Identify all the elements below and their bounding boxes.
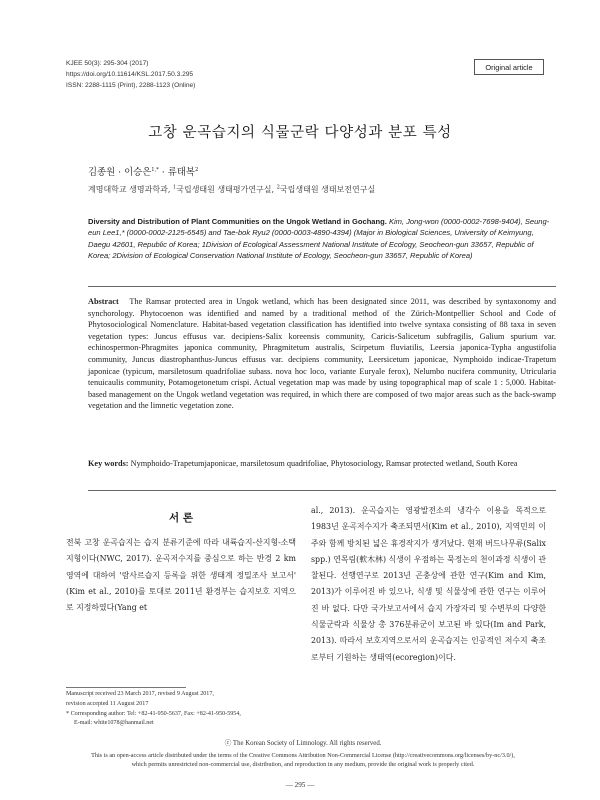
footnote-line-4: E-mail: white1078@hanmail.net [74,720,154,727]
intro-right-column: al., 2013). 운곡습지는 영광발전소의 냉각수 이용을 목적으로 1983년 운곡저수지가 축조되면서(Kim et al., 2010), 지역민의 이주와 함께 방치된 넓은 휴경작지가 생겨났다. 현재 버드나무류(Salix spp.) 연목림(軟木林) 식생이 우점하는 묵정논의 천이과정 식생이 관찰된다. 선행연구로 2013년 곤충상에 관한 연구(Kim and Kim, 2013)가 이루어진 바 있으나, 식생 및 식물상에 관한 연구는 이루어진 바 없다. 다만 국가보고서에서 습지 가장자리 및 수변부의 다양한 식물군락과 식물상 총 376분류군이 보고된 바 있다(Im and Park, 2013). 따라서 보호지역으로서의 운곡습지는 인공적인 저수지 축조로부터 기원하는 생태역(ecoregion)이다. [311,506,546,662]
author-sup-1: 1,* [151,166,159,173]
copyright: ⓒ The Korean Society of Limnology. All rights reserved. [224,740,382,747]
english-title: Diversity and Distribution of Plant Communities on the Ungok Wetland in Gochang. [88,217,387,226]
abstract-top-rule [88,286,556,287]
footnote-line-2: revision accepted 11 August 2017 [66,700,149,707]
issn: ISSN: 2288-1115 (Print), 2288-1123 (Online) [66,82,196,89]
footnote-rule [66,687,186,688]
abstract-text: The Ramsar protected area in Ungok wetland, which has been designated since 2011, was described by syntaxonomy and synchorology. Phytocoenon was identified and named by a traditional method of the Zürich-Montpellier School and Code of Phytosociological Nomenclature. Habitat-based vegetation classification has identified into twelve syntaxa consisting of 88 taxa in seven vegetation types: Juncus effusus var. decipiens-Salix koreensis community, Caricis-Salicetum subfragilis, Galium spurium var. echinospermon-Phragmites japonica community, Phragmitetum australis, Scirpetum fluviatilis, Leersia japonica-Typha angustifolia community, Juncus diastrophanthus-Juncus effusus var. decipiens community, Leersicetum japonicae, Nymphoido indicae-Trapetum japonicae (typicum, marsiletosum quadrifoliae subass. nova hoc loco, variante Euryale ferox), Nelumbo nucifera community, Utricularia tenuicaulis community, Potamogetonetum crispi. Actual vegetation map was made by using topographical map of scale 1 : 5,000. Habitat-based management on the Ungok wetland vegetation was required, in which there are composed of two major areas such as the back-swamp vegetation and the limnetic vegetation zone. [88,297,556,411]
keywords [88,458,556,470]
keywords-bottom-rule [88,490,556,491]
keywords-text: Nymphoido-Trapetumjaponicae, marsiletosum quadrifoliae, Phytosociology, Ramsar protected wetland, South Korea [130,459,518,468]
author-sup-2: 2 [194,166,199,173]
section-heading-intro: 서 론 [169,512,193,524]
license-line-1: This is an open-access article distributed under the terms of the Creative Commons Attribution Non-Commercial License (http://creativecommons.org/licenses/by-nc/3.0/), [91,751,515,759]
author-names-1: 김종원 · 이승은 [88,167,152,178]
korean-authors [88,164,198,178]
affil-b: 국립생태원 생태평가연구실, [176,185,277,194]
page-number: — 295 — [285,781,315,789]
license-line-2: which permits unrestricted non-commercial use, distribution, and reproduction in any medium, provide the original work is properly cited. [131,760,475,768]
author-names-2: · 류태복 [158,167,195,178]
affil-c: 국립생태원 생태보전연구실 [279,185,376,194]
affil-sup-2: 2 [276,184,280,191]
english-title-block [88,216,556,261]
korean-title: 고창 운곡습지의 식물군락 다양성과 분포 특성 [148,125,452,141]
article-type-badge: Original article [474,59,544,75]
abstract-label: Abstract [88,297,119,306]
affil-a: 계명대학교 생명과학과, [88,185,173,194]
korean-affiliations [88,184,375,195]
journal-citation: KJEE 50(3): 295-304 (2017) [66,60,149,67]
footnote-line-3: * Corresponding author: Tel: +82-41-950-5637, Fax: +82-41-950-5954, [66,710,241,717]
footnote [66,690,296,729]
affil-sup-1: 1 [172,184,177,191]
doi-link[interactable]: https://doi.org/10.11614/KSL.2017.50.3.295 [66,71,194,78]
english-authors: Kim, Jong-won (0000-0002-7698-9404), Seung-eun Lee1,* (0000-0002-2125-6545) and Tae-bok Ryu2 (0000-0003-4890-4394) (Major in Biological Sciences, University of Keimyung, Daegu 42601, Republic of Korea; 1Division of Ecological Assessment National Institute of Ecology, Seocheon-gun 33657, Republic of Korea; 2Division of Ecological Conservation National Institute of Ecology, Seocheon-gun 33657, Republic of Korea) [88,217,550,260]
journal-meta [66,58,195,91]
abstract [88,296,556,412]
page-footer [60,740,546,769]
footnote-line-1: Manuscript received 23 March 2017, revised 9 August 2017, [66,691,214,697]
intro-left-column: 전북 고창 운곡습지는 습지 분류기준에 따라 내륙습지-산지형-소택지형이다(NWC, 2017). 운곡저수지를 중심으로 하는 반경 2 km 영역에 대하여 '람사르습지 등록을 위한 생태계 정밀조사 보고서' (Kim et al., 2010)를 토대로 2011년 환경부는 습지보호 지역으로 지정하였다(Yang et [66,538,296,613]
keywords-label: Key words: [88,459,129,468]
